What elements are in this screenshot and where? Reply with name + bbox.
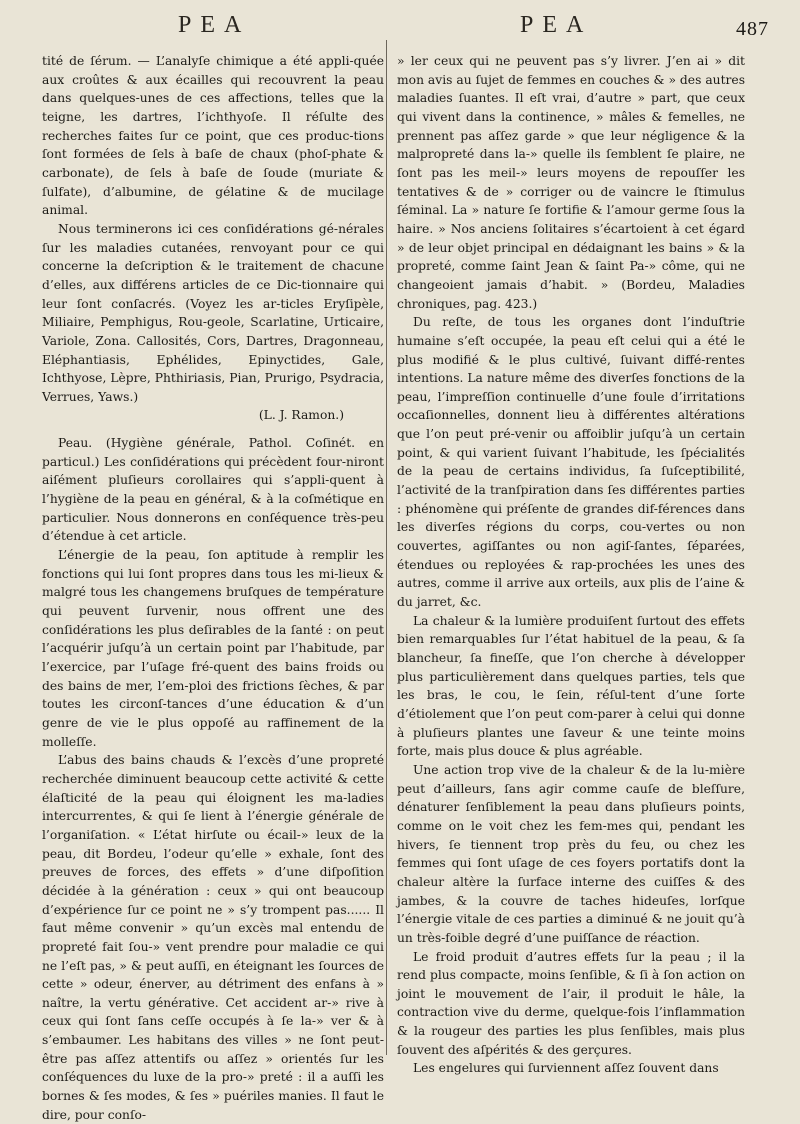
running-head-left: PEA xyxy=(178,12,251,38)
running-head-right: PEA xyxy=(520,12,593,38)
page-number: 487 xyxy=(736,18,769,40)
paragraph: Une action trop vive de la chaleur & de la lu-mière peut d’ailleurs, ſans agir comme cauſe de bleſſure, dénaturer ſenſiblement la peau dans pluſieurs points, comme on le voit chez les fem-mes qui, pendant les hivers, ſe tiennent trop près du feu, ou chez les femmes qui ſont uſage de ces foyers portatifs dont la chaleur altère la ſurface interne des cuiſſes & des jambes, & la couvre de taches hideuſes, lorſque l’énergie vitale de ces parties a diminué & ne jouit qu’à un très-foible degré d’une puiſſance de réaction. xyxy=(397,762,745,945)
paragraph: Les engelures qui ſurviennent aſſez ſouvent dans xyxy=(413,1061,719,1076)
paragraph: Peau. (Hygiène générale, Pathol. Coſinét. en particul.) Les conſidérations qui précèdent four-niront aiſément pluſieurs corollaires qui s’appli-quent à l’hygiène de la peau en général, & à la coſmétique en particulier. Nous donnerons en conſéquence très-peu d’étendue à cet article. xyxy=(42,436,384,544)
paragraph: La chaleur & la lumière produiſent ſurtout des effets bien remarquables ſur l’état habituel de la peau, & ſa blancheur, ſa fineſſe, que l’on cherche à développer plus particulièrement dans quelques parties, tels que les bras, le cou, le ſein, réſul-tent d’une ſorte d’étiolement que l’on peut com-parer à celui qui donne à pluſieurs plantes une ſaveur & une teinte moins forte, mais plus douce & plus agréable. xyxy=(397,613,745,759)
paragraph: L’abus des bains chauds & l’excès d’une propreté recherchée diminuent beaucoup cette activité & cette élaſticité de la peau qui éloignent les ma-ladies intercurrentes, & qui ſe lient à l’énergie générale de l’organiſation. « L’état hirſute ou écail-» leux de la peau, dit Bordeu, l’odeur qu’elle » exhale, ſont des preuves de forces, des effets » d’une diſpoſition décidée à la génération : ceux » qui ont beaucoup d’expérience ſur ce point ne » s’y trompent pas...... Il faut même convenir » qu’un excès mal entendu de propreté fait ſou-» vent prendre pour maladie ce qui ne l’eſt pas, » & peut auſſi, en éteignant les ſources de cette » odeur, énerver, au détriment des enfans à » naître, la vertu générative. Cet accident ar-» rive à ceux qui ſont ſans ceſſe occupés à ſe la-» ver & à s’embaumer. Les habitans des villes » ne ſont peut-être pas aſſez attentifs ou aſſez » orientés ſur les conſéquences du luxe de la pro-» preté : il a auſſi les bornes & ſes modes, & ſes » puériles manies. Il faut le dire, pour conſo- xyxy=(42,753,384,1122)
paragraph: » ler ceux qui ne peuvent pas s’y livrer. J’en ai » dit mon avis au ſujet de femmes en couches & » des autres maladies ſuantes. Il eſt vrai, d’autre » part, que ceux qui vivent dans la continence, » mâles & femelles, ne prennent pas aſſez garde » que leur négligence & la malpropreté dans la-» quelle ils ſemblent ſe plaire, ne ſont pas les meil-» leurs moyens de repouſſer les tentatives & de » corriger ou de vaincre le ſtimulus ſéminal. La » nature ſe fortifie & l’amour germe ſous la haire. » Nos anciens ſolitaires s’écartoient à cet égard » de leur objet principal en dédaignant les bains » & la propreté, comme ſaint Jean & ſaint Pa-» côme, qui ne changeoient jamais d’habit. » (Bordeu, Maladies chroniques, pag. 423.) xyxy=(397,54,745,311)
left-column xyxy=(42,52,384,1124)
paragraph: Nous terminerons ici ces conſidérations gé-nérales ſur les maladies cutanées, renvoyant pour ce qui concerne la deſcription & le traitement de chacune d’elles, aux différens articles de ce Dic-tionnaire qui leur ſont conſacrés. (Voyez les ar-ticles Eryſipèle, Miliaire, Pemphigus, Rou-geole, Scarlatine, Urticaire, Variole, Zona. Callosités, Cors, Dartres, Dragonneau, Eléphantiasis, Ephélides, Epinyctides, Gale, Ichthyose, Lèpre, Phthiriasis, Pian, Prurigo, Psydracia, Verrues, Yaws.) xyxy=(42,221,384,404)
right-column xyxy=(397,52,745,1078)
paragraph: tité de ſérum. — L’analyſe chimique a été appli-quée aux croûtes & aux écailles qui recouvrent la peau dans quelques-unes de ces affections, telles que la teigne, les dartres, l’ichthyoſe. Il réſulte des recherches faites ſur ce point, que ces produc-tions ſont formées de ſels à baſe de chaux (phoſ-phate & carbonate), de ſels à baſe de ſoude (muriate & ſulfate), d’albumine, de gélatine & de mucilage animal. xyxy=(42,54,384,218)
paragraph: Le froid produit d’autres effets ſur la peau ; il la rend plus compacte, moins ſenſible, & ſi à ſon action on joint le mouvement de l’air, il produit le hâle, la contraction vive du derme, quelque-fois l’inflammation & la rougeur des parties les plus ſenſibles, mais plus ſouvent des aſpérités & des gerçures. xyxy=(397,949,745,1057)
paragraph: L’énergie de la peau, ſon aptitude à remplir les fonctions qui lui ſont propres dans tous les mi-lieux & malgré tous les changemens bruſques de température qui peuvent ſurvenir, nous offrent une des conſidérations les plus deſirables de la ſanté : on peut l’acquérir juſqu’à un certain point par l’habitude, par l’exercice, par l’uſage fré-quent des bains froids ou des bains de mer, l’em-ploi des frictions ſèches, & par toutes les circonſ-tances d’une éducation & d’un genre de vie le plus oppoſé au raffinement de la molleſſe. xyxy=(42,548,384,749)
signature: (L. J. Ramon.) xyxy=(258,408,344,423)
paragraph: Du reſte, de tous les organes dont l’induſtrie humaine s’eſt occupée, la peau eſt celui qui a été le plus modifié & le plus cultivé, ſuivant diffé-rentes intentions. La nature même des diverſes fonctions de la peau, l’impreſſion continuelle d’une foule d’irritations occaſionnelles, donnent lieu à différentes altérations que l’on peut pré-venir ou affoiblir juſqu’à un certain point, & qui varient ſuivant l’habitude, les ſpécialités de la peau de certains individus, ſa ſuſceptibilité, l’activité de la tranſpiration dans ſes différentes parties : phénomène qui préſente de grandes dif-férences dans les diverſes régions du corps, cou-vertes ou non couvertes, agiſſantes ou non agiſ-ſantes, ſéparées, étendues ou reployées & rap-prochées les unes des autres, comme il arrive aux orteils, aux plis de l’aine & du jarret, &c. xyxy=(397,315,745,610)
column-rule xyxy=(386,40,387,1055)
